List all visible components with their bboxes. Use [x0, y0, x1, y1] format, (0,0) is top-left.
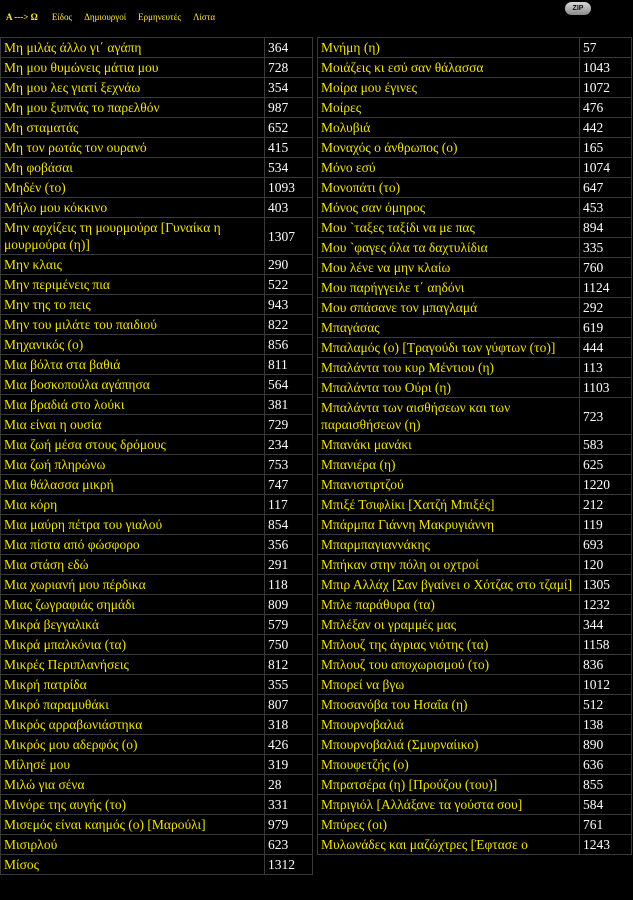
song-row[interactable]: [318, 515, 632, 535]
song-row[interactable]: [318, 78, 632, 98]
song-row[interactable]: [318, 298, 632, 318]
song-title[interactable]: Μπλε παράθυρα (τα): [318, 595, 580, 615]
song-row[interactable]: [1, 295, 313, 315]
song-title[interactable]: Μηδέν (το): [1, 178, 265, 198]
song-title[interactable]: Μια μαύρη πέτρα του γιαλού: [1, 515, 265, 535]
song-row[interactable]: [318, 38, 632, 58]
song-title[interactable]: Μίσος: [1, 855, 265, 875]
song-number: 290: [265, 255, 313, 275]
song-number: 623: [265, 835, 313, 855]
song-list-left-column: [0, 37, 313, 875]
song-title[interactable]: Μπαλάντα του Ούρι (η): [318, 378, 580, 398]
song-row[interactable]: [318, 218, 632, 238]
song-row[interactable]: [318, 835, 632, 855]
song-title[interactable]: Μιας ζωγραφιάς σημάδι: [1, 595, 265, 615]
song-title[interactable]: Μια στάση εδώ: [1, 555, 265, 575]
song-number: 292: [580, 298, 632, 318]
song-title[interactable]: Μια κόρη: [1, 495, 265, 515]
song-number: 381: [265, 395, 313, 415]
song-row[interactable]: [1, 735, 313, 755]
song-title[interactable]: Μπαλαμός (ο) [Τραγούδι των γύφτων (το)]: [318, 338, 580, 358]
song-row[interactable]: [318, 615, 632, 635]
song-number: 579: [265, 615, 313, 635]
song-number: 234: [265, 435, 313, 455]
song-number: 890: [580, 735, 632, 755]
song-row[interactable]: [1, 855, 313, 875]
song-row[interactable]: [1, 715, 313, 735]
song-number: 894: [580, 218, 632, 238]
song-number: 564: [265, 375, 313, 395]
song-number: 1124: [580, 278, 632, 298]
song-row[interactable]: [318, 338, 632, 358]
song-number: 619: [580, 318, 632, 338]
song-title[interactable]: Μπανάκι μανάκι: [318, 435, 580, 455]
song-number: 812: [265, 655, 313, 675]
song-row[interactable]: [318, 318, 632, 338]
song-title[interactable]: Μια ζωή μέσα στους δρόμους: [1, 435, 265, 455]
song-title[interactable]: Μπιξέ Τσιφλίκι [Χατζή Μπιξές]: [318, 495, 580, 515]
song-number: 318: [265, 715, 313, 735]
song-row[interactable]: [318, 398, 632, 435]
song-title[interactable]: Μπαγάσας: [318, 318, 580, 338]
song-row[interactable]: [318, 158, 632, 178]
song-title[interactable]: Μονοπάτι (το): [318, 178, 580, 198]
song-row[interactable]: [1, 375, 313, 395]
song-row[interactable]: [318, 455, 632, 475]
song-row[interactable]: [318, 238, 632, 258]
song-number: 331: [265, 795, 313, 815]
song-number: 534: [265, 158, 313, 178]
song-title[interactable]: Μια βοσκοπούλα αγάπησα: [1, 375, 265, 395]
song-row[interactable]: [1, 695, 313, 715]
song-title[interactable]: Μη μου ξυπνάς το παρελθόν: [1, 98, 265, 118]
song-row[interactable]: [318, 655, 632, 675]
song-number: 57: [580, 38, 632, 58]
song-title[interactable]: Μου `φαγες όλα τα δαχτυλίδια: [318, 238, 580, 258]
song-number: 453: [580, 198, 632, 218]
song-title[interactable]: Μικρή πατρίδα: [1, 675, 265, 695]
song-row[interactable]: [1, 535, 313, 555]
song-title[interactable]: Μη μου λες γιατί ξεχνάω: [1, 78, 265, 98]
song-row[interactable]: [318, 755, 632, 775]
song-number: 138: [580, 715, 632, 735]
song-row[interactable]: [1, 435, 313, 455]
song-row[interactable]: [318, 555, 632, 575]
song-row[interactable]: [1, 255, 313, 275]
song-row[interactable]: [318, 198, 632, 218]
nav-link-creators[interactable]: Δημιουργοί: [84, 12, 127, 22]
song-row[interactable]: [318, 278, 632, 298]
song-row[interactable]: [318, 118, 632, 138]
song-number: 319: [265, 755, 313, 775]
song-row[interactable]: [1, 675, 313, 695]
song-title[interactable]: Μοιάζεις κι εσύ σαν θάλασσα: [318, 58, 580, 78]
song-number: 747: [265, 475, 313, 495]
song-number: 693: [580, 535, 632, 555]
song-number: 723: [580, 398, 632, 435]
song-title[interactable]: Μπουρνοβαλιά: [318, 715, 580, 735]
nav-menu: [6, 12, 227, 22]
song-row[interactable]: [1, 158, 313, 178]
song-title[interactable]: Μοίρα μου έγινες: [318, 78, 580, 98]
song-number: 476: [580, 98, 632, 118]
song-number: 335: [580, 238, 632, 258]
song-title[interactable]: Μιλώ για σένα: [1, 775, 265, 795]
song-number: 583: [580, 435, 632, 455]
song-number: 165: [580, 138, 632, 158]
song-title[interactable]: Μικρό παραμυθάκι: [1, 695, 265, 715]
song-list-right-column: [317, 37, 632, 855]
song-title[interactable]: Μπάρμπα Γιάννη Μακρυγιάννη: [318, 515, 580, 535]
nav-link-list[interactable]: Λίστα: [192, 12, 216, 22]
song-table-right: [317, 37, 632, 855]
song-title[interactable]: Μη φοβάσαι: [1, 158, 265, 178]
song-title[interactable]: Μικρά βεγγαλικά: [1, 615, 265, 635]
song-row[interactable]: [318, 675, 632, 695]
song-title[interactable]: Μη μιλάς άλλο γι΄ αγάπη: [1, 38, 265, 58]
song-number: 811: [265, 355, 313, 375]
song-row[interactable]: [1, 595, 313, 615]
song-number: 1305: [580, 575, 632, 595]
song-title[interactable]: Μην κλαις: [1, 255, 265, 275]
song-title[interactable]: Μια είναι η ουσία: [1, 415, 265, 435]
song-title[interactable]: Μια χωριανή μου πέρδικα: [1, 575, 265, 595]
song-row[interactable]: [318, 138, 632, 158]
song-number: 979: [265, 815, 313, 835]
song-number: 403: [265, 198, 313, 218]
song-row[interactable]: [318, 815, 632, 835]
nav-link-genre[interactable]: Είδος: [51, 12, 73, 22]
zoom-button[interactable]: ZIP: [565, 2, 591, 15]
song-number: 807: [265, 695, 313, 715]
song-row[interactable]: [1, 355, 313, 375]
song-number: 119: [580, 515, 632, 535]
song-row[interactable]: [318, 715, 632, 735]
song-row[interactable]: [1, 58, 313, 78]
song-number: 1103: [580, 378, 632, 398]
song-row[interactable]: [1, 555, 313, 575]
song-row[interactable]: [318, 258, 632, 278]
song-number: 625: [580, 455, 632, 475]
song-row[interactable]: [1, 795, 313, 815]
song-row[interactable]: [318, 495, 632, 515]
song-row[interactable]: [318, 595, 632, 615]
song-row[interactable]: [318, 358, 632, 378]
song-row[interactable]: [1, 275, 313, 295]
song-title[interactable]: Μπρατσέρα (η) [Προύζου (του)]: [318, 775, 580, 795]
song-number: 113: [580, 358, 632, 378]
song-row[interactable]: [318, 378, 632, 398]
song-title[interactable]: Μπλουζ του αποχωρισμού (το): [318, 655, 580, 675]
song-title[interactable]: Μη τον ρωτάς τον ουρανό: [1, 138, 265, 158]
song-number: 1243: [580, 835, 632, 855]
song-title[interactable]: Μην του μιλάτε του παιδιού: [1, 315, 265, 335]
song-number: 729: [265, 415, 313, 435]
song-number: 355: [265, 675, 313, 695]
song-row[interactable]: [318, 58, 632, 78]
song-title[interactable]: Μίλησέ μου: [1, 755, 265, 775]
song-row[interactable]: [1, 575, 313, 595]
song-row[interactable]: [318, 535, 632, 555]
song-title[interactable]: Μια βραδιά στο λούκι: [1, 395, 265, 415]
song-number: 117: [265, 495, 313, 515]
song-title[interactable]: Μικρός αρραβωνιάστηκα: [1, 715, 265, 735]
song-title[interactable]: Μην περιμένεις πια: [1, 275, 265, 295]
song-number: 854: [265, 515, 313, 535]
song-title[interactable]: Μυλωνάδες και μαζώχτρες [Έφτασε ο: [318, 835, 580, 855]
song-number: 652: [265, 118, 313, 138]
song-row[interactable]: [1, 455, 313, 475]
song-row[interactable]: [318, 575, 632, 595]
song-row[interactable]: [1, 635, 313, 655]
song-number: 1074: [580, 158, 632, 178]
song-row[interactable]: [318, 475, 632, 495]
song-number: 750: [265, 635, 313, 655]
song-title[interactable]: Μπορεί να βγω: [318, 675, 580, 695]
song-number: 344: [580, 615, 632, 635]
song-number: 1043: [580, 58, 632, 78]
song-title[interactable]: Μικρές Περιπλανήσεις: [1, 655, 265, 675]
song-row[interactable]: [1, 335, 313, 355]
song-title[interactable]: Μηχανικός (ο): [1, 335, 265, 355]
song-row[interactable]: [1, 415, 313, 435]
song-number: 943: [265, 295, 313, 315]
song-number: 647: [580, 178, 632, 198]
song-title[interactable]: Μπλέξαν οι γραμμές μας: [318, 615, 580, 635]
song-title[interactable]: Μπαρμπαγιαννάκης: [318, 535, 580, 555]
song-title[interactable]: Μπουφετζής (ο): [318, 755, 580, 775]
song-title[interactable]: Μπαλάντα του κυρ Μέντιου (η): [318, 358, 580, 378]
top-nav-bar: [0, 0, 633, 34]
song-title[interactable]: Μόνο εσύ: [318, 158, 580, 178]
song-number: 354: [265, 78, 313, 98]
song-number: 442: [580, 118, 632, 138]
song-title[interactable]: Μοναχός ο άνθρωπος (ο): [318, 138, 580, 158]
song-number: 636: [580, 755, 632, 775]
song-number: 444: [580, 338, 632, 358]
song-title[interactable]: Μια ζωή πληρώνω: [1, 455, 265, 475]
song-row[interactable]: [1, 615, 313, 635]
song-row[interactable]: [1, 395, 313, 415]
song-row[interactable]: [318, 735, 632, 755]
song-number: 856: [265, 335, 313, 355]
song-number: 28: [265, 775, 313, 795]
song-table-left: [0, 37, 313, 875]
song-title[interactable]: Μπιρ Αλλάχ [Σαν βγαίνει ο Χότζας στο τζαμί]: [318, 575, 580, 595]
song-number: 822: [265, 315, 313, 335]
nav-link-performers[interactable]: Ερμηνευτές: [138, 12, 181, 22]
song-number: 836: [580, 655, 632, 675]
song-number: 415: [265, 138, 313, 158]
song-row[interactable]: [1, 495, 313, 515]
song-number: 364: [265, 38, 313, 58]
song-number: 118: [265, 575, 313, 595]
song-number: 120: [580, 555, 632, 575]
song-row[interactable]: [1, 198, 313, 218]
song-number: 584: [580, 795, 632, 815]
song-title[interactable]: Μη μου θυμώνεις μάτια μου: [1, 58, 265, 78]
song-title[interactable]: Μου `ταξες ταξίδι να με πας: [318, 218, 580, 238]
song-row[interactable]: [1, 515, 313, 535]
song-row[interactable]: [1, 755, 313, 775]
song-row[interactable]: [1, 815, 313, 835]
song-row[interactable]: [1, 178, 313, 198]
song-title[interactable]: Μόνος σαν όμηρος: [318, 198, 580, 218]
song-title[interactable]: Μπύρες (οι): [318, 815, 580, 835]
song-title[interactable]: Μικρός μου αδερφός (ο): [1, 735, 265, 755]
song-number: 1093: [265, 178, 313, 198]
song-number: 212: [580, 495, 632, 515]
song-row[interactable]: [1, 98, 313, 118]
song-row[interactable]: [1, 835, 313, 855]
song-row[interactable]: [1, 775, 313, 795]
song-number: 512: [580, 695, 632, 715]
song-number: 1232: [580, 595, 632, 615]
song-title[interactable]: Μπήκαν στην πόλη οι οχτροί: [318, 555, 580, 575]
song-row[interactable]: [318, 635, 632, 655]
song-number: 1012: [580, 675, 632, 695]
song-title[interactable]: Μπαλάντα των αισθήσεων και των παραισθήσεων (η): [318, 398, 580, 435]
song-title[interactable]: Μπανιστιρτζού: [318, 475, 580, 495]
song-number: 809: [265, 595, 313, 615]
song-title[interactable]: Μια βόλτα στα βαθιά: [1, 355, 265, 375]
home-link[interactable]: A ---> Ω: [6, 12, 38, 22]
song-number: 1072: [580, 78, 632, 98]
song-number: 1158: [580, 635, 632, 655]
song-title[interactable]: Μη σταματάς: [1, 118, 265, 138]
song-title[interactable]: Μια θάλασσα μικρή: [1, 475, 265, 495]
song-row[interactable]: [1, 315, 313, 335]
song-title[interactable]: Μήλο μου κόκκινο: [1, 198, 265, 218]
song-row[interactable]: [1, 475, 313, 495]
song-title[interactable]: Μισιρλού: [1, 835, 265, 855]
song-title[interactable]: Μου σπάσανε τον μπαγλαμά: [318, 298, 580, 318]
song-number: 426: [265, 735, 313, 755]
song-number: 356: [265, 535, 313, 555]
song-number: 753: [265, 455, 313, 475]
song-title[interactable]: Μισεμός είναι καημός (ο) [Μαρούλι]: [1, 815, 265, 835]
song-title[interactable]: Μινόρε της αυγής (το): [1, 795, 265, 815]
song-title[interactable]: Μην της το πεις: [1, 295, 265, 315]
song-number: 522: [265, 275, 313, 295]
song-title[interactable]: Μικρά μπαλκόνια (τα): [1, 635, 265, 655]
song-row[interactable]: [1, 138, 313, 158]
song-row[interactable]: [318, 775, 632, 795]
song-title[interactable]: Μοίρες: [318, 98, 580, 118]
song-number: 728: [265, 58, 313, 78]
song-number: 855: [580, 775, 632, 795]
song-number: 761: [580, 815, 632, 835]
song-row[interactable]: [318, 98, 632, 118]
song-number: 1220: [580, 475, 632, 495]
song-number: 987: [265, 98, 313, 118]
song-title[interactable]: Μου λένε να μην κλαίω: [318, 258, 580, 278]
song-row[interactable]: [1, 655, 313, 675]
song-number: 760: [580, 258, 632, 278]
song-title[interactable]: Μποσανόβα του Ησαΐα (η): [318, 695, 580, 715]
song-title[interactable]: Μια πίστα από φώσφορο: [1, 535, 265, 555]
song-title[interactable]: Μπουρνοβαλιά (Σμυρναίικο): [318, 735, 580, 755]
song-row[interactable]: [1, 118, 313, 138]
song-row[interactable]: [1, 78, 313, 98]
song-number: 291: [265, 555, 313, 575]
song-row[interactable]: [318, 695, 632, 715]
song-title[interactable]: Μολυβιά: [318, 118, 580, 138]
song-title[interactable]: Μπανιέρα (η): [318, 455, 580, 475]
song-title[interactable]: Μην αρχίζεις τη μουρμούρα [Γυναίκα η μουρμούρα (η)]: [1, 218, 265, 255]
song-number: 1312: [265, 855, 313, 875]
song-row[interactable]: [1, 218, 313, 255]
song-title[interactable]: Μπλουζ της άγριας νιότης (τα): [318, 635, 580, 655]
song-title[interactable]: Μπριγιόλ [Αλλάξανε τα γούστα σου]: [318, 795, 580, 815]
song-row[interactable]: [318, 435, 632, 455]
song-number: 1307: [265, 218, 313, 255]
song-row[interactable]: [318, 178, 632, 198]
song-row[interactable]: [1, 38, 313, 58]
song-title[interactable]: Μνήμη (η): [318, 38, 580, 58]
song-row[interactable]: [318, 795, 632, 815]
song-title[interactable]: Μου παρήγγειλε τ΄ αηδόνι: [318, 278, 580, 298]
